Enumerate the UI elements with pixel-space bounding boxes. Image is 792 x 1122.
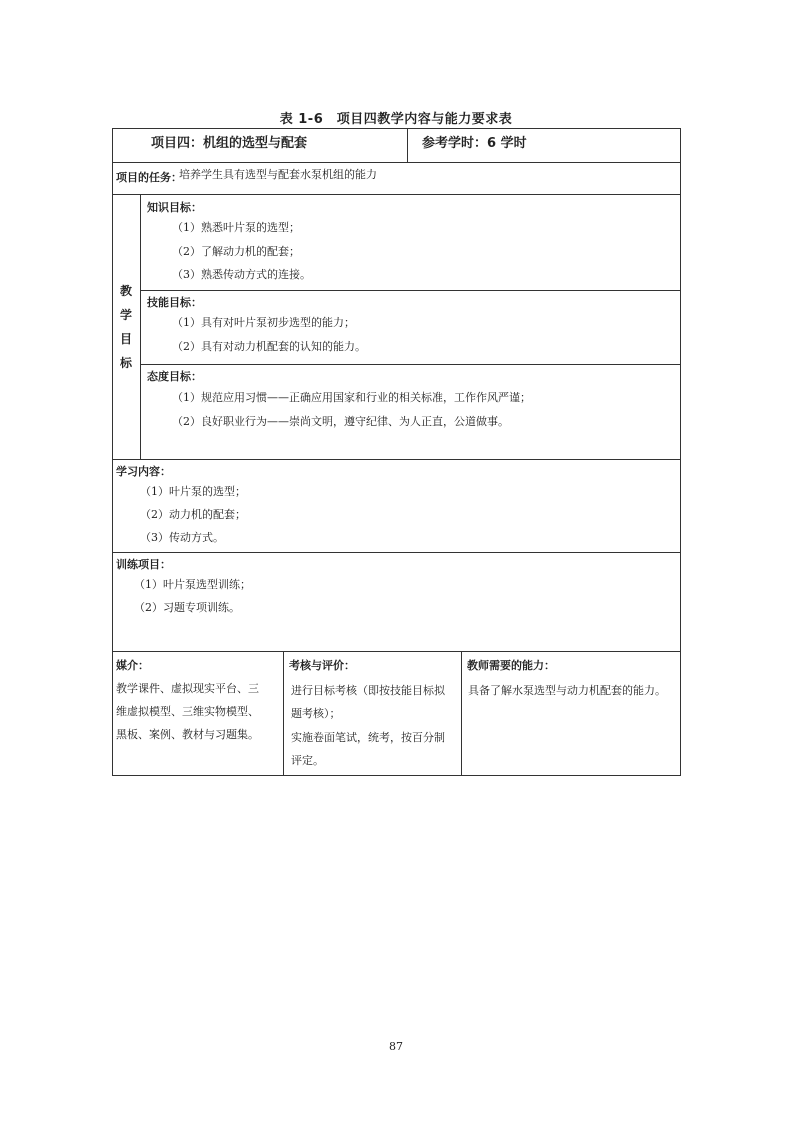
reference-hours: 参考学时：6 学时 (422, 136, 527, 151)
page-number: 87 (389, 1040, 403, 1053)
column-divider (140, 194, 141, 459)
media-line: 黑板、案例、教材与习题集。 (116, 728, 259, 741)
training-item: （1）叶片泵选型训练； (134, 578, 251, 591)
column-divider (283, 651, 284, 776)
goals-side-label-char: 学 (120, 308, 133, 322)
media-line: 维虚拟模型、三维实物模型、 (116, 705, 259, 718)
media-label: 媒介： (116, 659, 149, 672)
knowledge-goals-label: 知识目标： (147, 201, 202, 214)
column-divider (407, 128, 408, 162)
task-text: 培养学生具有选型与配套水泵机组的能力 (179, 168, 377, 181)
learning-content-item: （1）叶片泵的选型； (140, 485, 246, 498)
column-divider (461, 651, 462, 776)
row-divider (140, 364, 681, 365)
goals-side-label-char: 教 (120, 284, 133, 298)
learning-content-item: （2）动力机的配套； (140, 508, 246, 521)
row-divider (112, 552, 681, 553)
attitude-goal-item: （2）良好职业行为——崇尚文明，遵守纪律、为人正直，公道做事。 (172, 415, 509, 428)
task-label: 项目的任务： (116, 171, 182, 184)
learning-content-item: （3）传动方式。 (140, 531, 224, 544)
knowledge-goal-item: （1）熟悉叶片泵的选型； (172, 221, 300, 234)
row-divider (112, 162, 681, 163)
row-divider (140, 290, 681, 291)
goals-side-label-char: 目 (120, 332, 133, 346)
assessment-line: 题考核）； (291, 707, 341, 720)
goals-side-label-char: 标 (120, 356, 133, 370)
teacher-ability-line: 具备了解水泵选型与动力机配套的能力。 (468, 684, 666, 697)
row-divider (112, 651, 681, 652)
project-title: 项目四：机组的选型与配套 (151, 136, 308, 151)
attitude-goals-label: 态度目标： (147, 370, 202, 383)
media-line: 教学课件、虚拟现实平台、三 (116, 682, 259, 695)
knowledge-goal-item: （3）熟悉传动方式的连接。 (172, 268, 311, 281)
assessment-label: 考核与评价： (289, 659, 355, 672)
row-divider (112, 194, 681, 195)
knowledge-goal-item: （2）了解动力机的配套； (172, 245, 300, 258)
teacher-ability-label: 教师需要的能力： (467, 659, 555, 672)
row-divider (112, 459, 681, 460)
skill-goal-item: （1）具有对叶片泵初步选型的能力； (172, 316, 355, 329)
training-label: 训练项目： (116, 558, 171, 571)
skill-goal-item: （2）具有对动力机配套的认知的能力。 (172, 340, 366, 353)
assessment-line: 实施卷面笔试，统考，按百分制 (291, 731, 445, 744)
assessment-line: 进行目标考核（即按技能目标拟 (291, 684, 445, 697)
table-caption: 表 1-6 项目四教学内容与能力要求表 (279, 112, 513, 127)
assessment-line: 评定。 (291, 754, 324, 767)
attitude-goal-item: （1）规范应用习惯——正确应用国家和行业的相关标准，工作作风严谨； (172, 391, 531, 404)
learning-content-label: 学习内容： (116, 465, 171, 478)
skill-goals-label: 技能目标： (147, 296, 202, 309)
training-item: （2）习题专项训练。 (134, 601, 240, 614)
